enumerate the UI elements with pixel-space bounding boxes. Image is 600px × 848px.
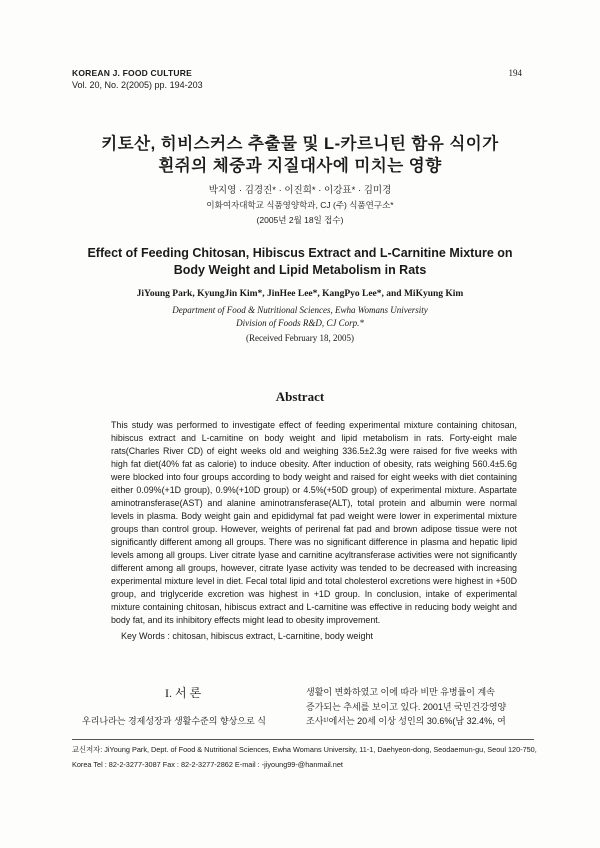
body-right-column-line-2: 증가되는 추세를 보이고 있다. 2001년 국민건강영양 [306,702,507,712]
english-title-line-1: Effect of Feeding Chitosan, Hibiscus Extract and L-Carnitine Mixture on [87,246,513,260]
english-affiliation-line-2: Division of Foods R&D, CJ Corp.* [236,318,364,328]
body-right-column-line-1: 생활이 변화하였고 이에 따라 비만 유병률이 계속 [306,687,495,697]
body-left-column-line: 우리나라는 경제성장과 생활수준의 향상으로 식 [82,716,266,726]
korean-received-date: (2005년 2월 18일 접수) [256,215,344,225]
korean-affiliation: 이화여자대학교 식품영양학과, CJ (주) 식품연구소* [206,200,394,210]
journal-name: KOREAN J. FOOD CULTURE [72,68,192,78]
english-title-line-2: Body Weight and Lipid Metabolism in Rats [173,263,427,277]
english-received-date: (Received February 18, 2005) [246,333,354,343]
korean-authors: 박지영 · 김경진* · 이진희* · 이강표* · 김미경 [208,185,392,196]
korean-title-line-2: 흰쥐의 체중과 지질대사에 미치는 영향 [158,157,442,175]
footnote-line-2: Korea Tel : 82-2-3277-3087 Fax : 82-2-3277-2862 E-mail : -jiyoung99-@hanmail.net [72,760,343,769]
footnote-divider [72,739,534,740]
section-heading-introduction: I. 서 론 [165,686,202,700]
abstract-heading: Abstract [275,389,325,404]
page-number: 194 [508,68,522,78]
english-affiliation-line-1: Department of Food & Nutritional Sciences, Ewha Womans University [172,305,428,315]
english-authors: JiYoung Park, KyungJin Kim*, JinHee Lee*, KangPyo Lee*, and MiKyung Kim [136,289,464,299]
abstract-text: This study was performed to investigate effect of feeding experimental mixture containing chitosan, hibiscus extract and L-carnitine on body weight and lipid metabolism in rats. Forty-eight male rats(Charles River CD) of eight weeks old and weighing 336.5±2.3g were raised for five weeks with high fat diet(40% fat as calorie) to induce obesity. After induction of obesity, rats weighing 560.4±5.6g were blocked into four groups according to body weight and raised for eight weeks with diet containing either 0.09%(+1D group), 0.9%(+10D group) or 4.5%(+50D group) of experimental mixture. Aspartate aminotransferase(AST) and alanine aminotransferase(ALT), total protein and albumin were normal levels in plasma. Body weight gain and epididymal fat pad weight were lower in experimental mixture groups than control group. However, weights of perirenal fat pad and brown adipose tissue were not significantly different among all groups. There was no significant difference in plasma and hepatic lipid levels among all groups. Liver citrate lyase and carnitine acyltransferase activities were not significantly different among all groups, however, citrate lyase activity was tended to be decreased with increasing experimental mixture level in diet. Fecal total lipid and total cholesterol excretions were highest in +50D group, and triglyceride excretion was highest in +1D group. In conclusion, intake of experimental mixture containing chitosan, hibiscus extract and L-carnitine was effective in reducing body weight and body fat, and its inhibitory effects might lead to obesity improvement. [111,420,517,625]
volume-info: Vol. 20, No. 2(2005) pp. 194-203 [72,80,203,90]
footnote-line-1: 교신저자: JiYoung Park, Dept. of Food & Nutritional Sciences, Ewha Womans University, 11-1, Daehyeon-dong, Seodaemun-gu, Seoul 120-750, [72,745,537,754]
keywords: Key Words : chitosan, hibiscus extract, L-carnitine, body weight [121,631,373,641]
korean-title-line-1: 키토산, 히비스커스 추출물 및 L-카르니틴 함유 식이가 [101,135,499,153]
corresponding-author-footnote [72,742,542,772]
body-right-column-line-3: 조사¹⁾에서는 20세 이상 성인의 30.6%(남 32.4%, 여 [306,716,506,726]
